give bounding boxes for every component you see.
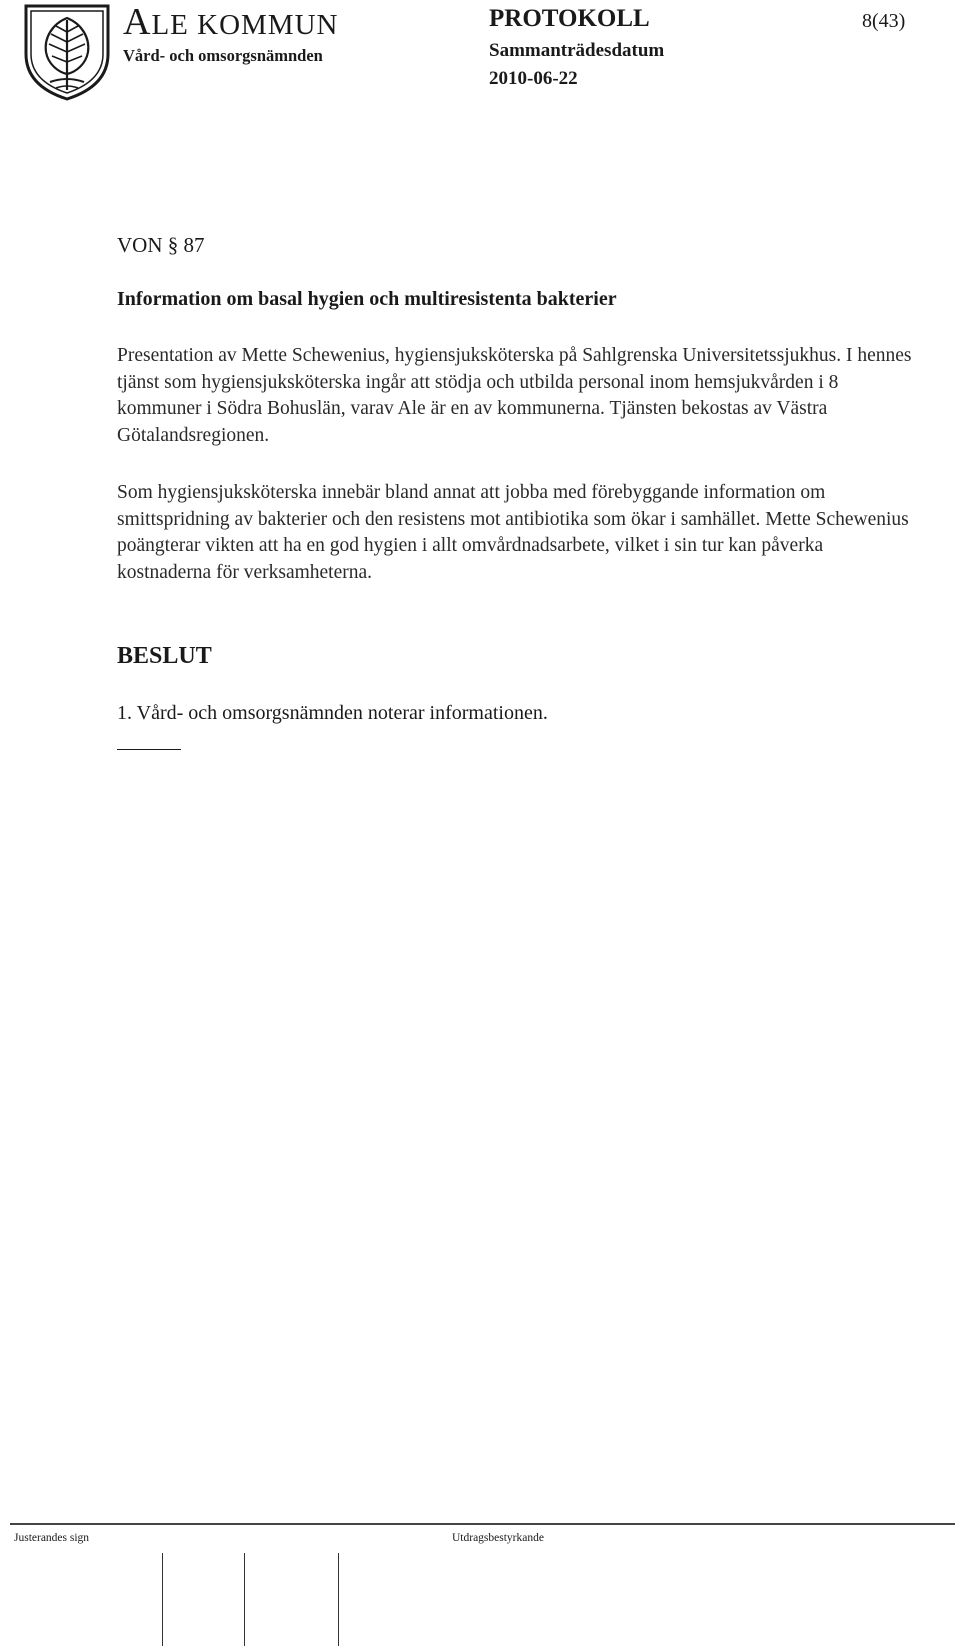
decision-item: 1. Vård- och omsorgsnämnden noterar informationen. [117, 702, 548, 724]
organization-name [123, 3, 338, 41]
document-title: PROTOKOLL [489, 5, 650, 32]
certification-label: Utdragsbestyrkande [452, 1532, 544, 1544]
body-paragraph: Som hygiensjuksköterska innebär bland annat att jobba med förebyggande information om smittspridning av bakterier och den resistens mot antibiotika som ökar i samhället. Mette Schewenius poängterar vikten att ha en god hygien i allt omvårdnadsarbete, vilket i sin tur kan påverka kostnaderna för verksamheterna. [117, 482, 909, 583]
end-rule [117, 749, 181, 750]
organization-name-rest: LE KOMMUN [151, 9, 339, 41]
meeting-date-label: Sammanträdesdatum [489, 40, 665, 61]
department-name: Vård- och omsorgsnämnden [123, 46, 323, 65]
section-title: Information om basal hygien och multiresistenta bakterier [117, 288, 617, 310]
signature-box-divider [244, 1553, 245, 1646]
page-number: 8(43) [862, 10, 906, 32]
signature-box-divider [162, 1553, 163, 1646]
signature-box-divider [338, 1553, 339, 1646]
municipal-shield-tree-icon [22, 2, 112, 102]
decision-heading: BESLUT [117, 643, 212, 669]
footer-divider [10, 1523, 955, 1525]
signature-label: Justerandes sign [14, 1532, 90, 1544]
body-paragraph: Presentation av Mette Schewenius, hygiensjuksköterska på Sahlgrenska Universitetssjukhus. I hennes tjänst som hygiensjuksköterska ingår att stödja och utbilda personal inom hemsjukvården i 8 kommuner i Södra Bohuslän, varav Ale är en av kommunerna. Tjänsten bekostas av Västra Götalandsregionen. [117, 345, 912, 446]
paragraph-reference: VON § 87 [117, 233, 205, 257]
meeting-date: 2010-06-22 [489, 68, 578, 89]
organization-name-initial: A [123, 1, 152, 43]
municipal-logo [22, 2, 112, 102]
